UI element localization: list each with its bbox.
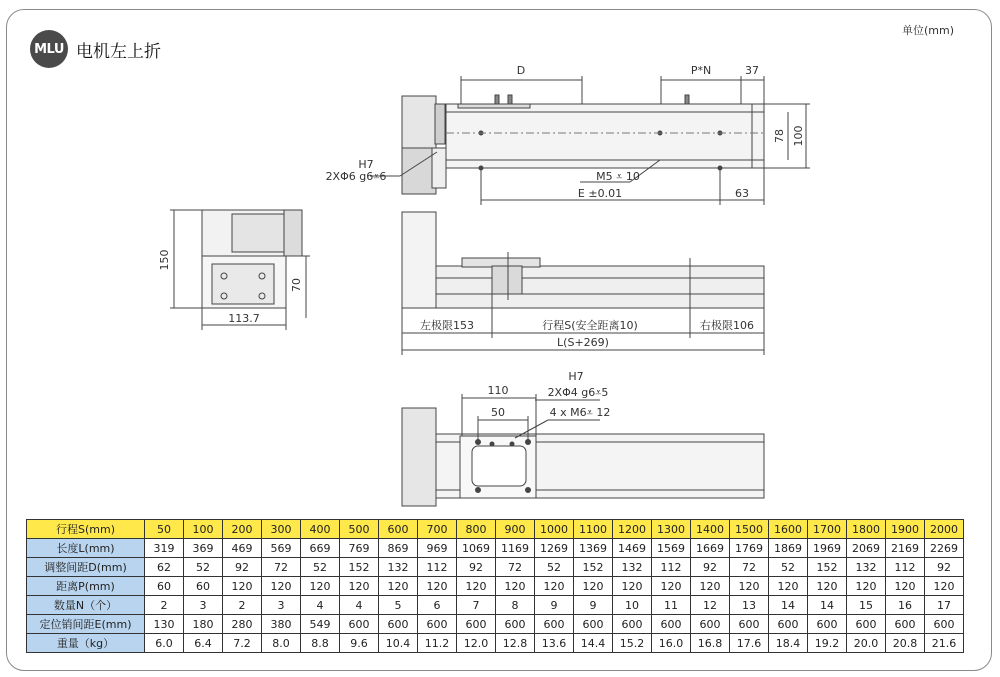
table-cell: 120 xyxy=(496,577,535,596)
table-cell: 100 xyxy=(184,520,223,539)
table-cell: 7.2 xyxy=(223,634,262,653)
table-cell: 600 xyxy=(496,615,535,634)
h7-label: H7 xyxy=(358,158,374,171)
table-cell: 15.2 xyxy=(613,634,652,653)
table-cell: 2 xyxy=(145,596,184,615)
m5-spec: M5 ⩡ 10 xyxy=(596,170,640,183)
table-cell: 16.8 xyxy=(691,634,730,653)
table-cell: 120 xyxy=(535,577,574,596)
table-cell: 132 xyxy=(613,558,652,577)
table-cell: 120 xyxy=(613,577,652,596)
table-cell: 120 xyxy=(301,577,340,596)
table-cell: 52 xyxy=(535,558,574,577)
dim-70: 70 xyxy=(290,278,303,292)
table-cell: 600 xyxy=(847,615,886,634)
table-cell: 12.0 xyxy=(457,634,496,653)
table-cell: 200 xyxy=(223,520,262,539)
table-cell: 800 xyxy=(457,520,496,539)
table-cell: 16.0 xyxy=(652,634,691,653)
table-cell: 9 xyxy=(535,596,574,615)
table-cell: 1469 xyxy=(613,539,652,558)
table-cell: 17.6 xyxy=(730,634,769,653)
table-cell: 1069 xyxy=(457,539,496,558)
row-header: 长度L(mm) xyxy=(27,539,145,558)
table-cell: 11 xyxy=(652,596,691,615)
row-header: 数量N（个） xyxy=(27,596,145,615)
table-cell: 600 xyxy=(379,520,418,539)
table-cell: 10.4 xyxy=(379,634,418,653)
table-cell: 1969 xyxy=(808,539,847,558)
dim-50: 50 xyxy=(491,406,505,419)
table-cell: 280 xyxy=(223,615,262,634)
table-cell: 600 xyxy=(457,615,496,634)
table-cell: 700 xyxy=(418,520,457,539)
dim-110: 110 xyxy=(487,384,509,397)
table-cell: 152 xyxy=(808,558,847,577)
table-cell: 500 xyxy=(340,520,379,539)
table-cell: 16 xyxy=(886,596,925,615)
table-cell: 2000 xyxy=(925,520,964,539)
table-cell: 569 xyxy=(262,539,301,558)
table-cell: 1600 xyxy=(769,520,808,539)
table-cell: 1800 xyxy=(847,520,886,539)
table-cell: 92 xyxy=(223,558,262,577)
table-cell: 120 xyxy=(691,577,730,596)
table-cell: 1869 xyxy=(769,539,808,558)
table-cell: 12 xyxy=(691,596,730,615)
table-cell: 52 xyxy=(184,558,223,577)
table-cell: 600 xyxy=(535,615,574,634)
table-cell: 60 xyxy=(184,577,223,596)
table-cell: 12.8 xyxy=(496,634,535,653)
table-cell: 18.4 xyxy=(769,634,808,653)
dim-63: 63 xyxy=(735,187,749,200)
table-cell: 120 xyxy=(262,577,301,596)
table-cell: 319 xyxy=(145,539,184,558)
table-cell: 130 xyxy=(145,615,184,634)
table-cell: 7 xyxy=(457,596,496,615)
table-row xyxy=(27,596,964,615)
pin-spec-2: 2XΦ4 g6⩡5 xyxy=(547,386,609,399)
table-cell: 15 xyxy=(847,596,886,615)
table-cell: 152 xyxy=(340,558,379,577)
table-cell: 112 xyxy=(886,558,925,577)
table-cell: 120 xyxy=(340,577,379,596)
table-cell: 6.4 xyxy=(184,634,223,653)
table-cell: 20.0 xyxy=(847,634,886,653)
table-cell: 1500 xyxy=(730,520,769,539)
table-cell: 1169 xyxy=(496,539,535,558)
table-cell: 5 xyxy=(379,596,418,615)
table-cell: 120 xyxy=(769,577,808,596)
dim-d: D xyxy=(516,64,526,77)
table-cell: 120 xyxy=(847,577,886,596)
dim-e: E ±0.01 xyxy=(577,187,623,200)
table-cell: 400 xyxy=(301,520,340,539)
top-body xyxy=(446,104,764,168)
table-cell: 92 xyxy=(457,558,496,577)
table-cell: 1769 xyxy=(730,539,769,558)
table-cell: 120 xyxy=(886,577,925,596)
table-cell: 10 xyxy=(613,596,652,615)
table-row xyxy=(27,520,964,539)
table-cell: 549 xyxy=(301,615,340,634)
table-cell: 600 xyxy=(652,615,691,634)
table-cell: 1700 xyxy=(808,520,847,539)
table-cell: 2069 xyxy=(847,539,886,558)
table-cell: 2169 xyxy=(886,539,925,558)
table-cell: 369 xyxy=(184,539,223,558)
table-cell: 92 xyxy=(925,558,964,577)
table-cell: 900 xyxy=(496,520,535,539)
table-cell: 4 xyxy=(340,596,379,615)
m6-spec: 4 x M6⩡ 12 xyxy=(549,406,611,419)
table-cell: 600 xyxy=(769,615,808,634)
page-title: 电机左上折 xyxy=(76,42,161,62)
table-cell: 4 xyxy=(301,596,340,615)
table-cell: 20.8 xyxy=(886,634,925,653)
table-cell: 72 xyxy=(730,558,769,577)
table-cell: 600 xyxy=(808,615,847,634)
table-cell: 112 xyxy=(652,558,691,577)
model-badge: MLU xyxy=(30,30,68,68)
table-cell: 21.6 xyxy=(925,634,964,653)
table-cell: 11.2 xyxy=(418,634,457,653)
table-cell: 14 xyxy=(808,596,847,615)
table-cell: 6 xyxy=(418,596,457,615)
table-cell: 600 xyxy=(418,615,457,634)
dim-100: 100 xyxy=(792,125,805,147)
table-cell: 669 xyxy=(301,539,340,558)
table-cell: 14 xyxy=(769,596,808,615)
row-header: 重量（kg） xyxy=(27,634,145,653)
table-cell: 72 xyxy=(262,558,301,577)
table-cell: 14.4 xyxy=(574,634,613,653)
table-cell: 72 xyxy=(496,558,535,577)
table-cell: 152 xyxy=(574,558,613,577)
table-cell: 300 xyxy=(262,520,301,539)
row-header: 调整间距D(mm) xyxy=(27,558,145,577)
table-row xyxy=(27,539,964,558)
table-cell: 469 xyxy=(223,539,262,558)
table-cell: 52 xyxy=(769,558,808,577)
table-cell: 50 xyxy=(145,520,184,539)
dim-150: 150 xyxy=(158,249,171,271)
table-cell: 120 xyxy=(808,577,847,596)
table-cell: 1569 xyxy=(652,539,691,558)
table-cell: 1300 xyxy=(652,520,691,539)
table-cell: 8 xyxy=(496,596,535,615)
table-cell: 600 xyxy=(574,615,613,634)
table-cell: 600 xyxy=(730,615,769,634)
table-cell: 1669 xyxy=(691,539,730,558)
side-view xyxy=(402,212,764,355)
table-cell: 1100 xyxy=(574,520,613,539)
carriage-view-labels xyxy=(488,370,611,419)
table-cell: 120 xyxy=(730,577,769,596)
carriage-motor xyxy=(402,408,436,506)
row-header: 距离P(mm) xyxy=(27,577,145,596)
top-view xyxy=(370,76,810,205)
dim-37: 37 xyxy=(745,64,759,77)
table-cell: 1369 xyxy=(574,539,613,558)
table-cell: 1900 xyxy=(886,520,925,539)
table-cell: 1000 xyxy=(535,520,574,539)
table-cell: 600 xyxy=(886,615,925,634)
table-cell: 120 xyxy=(418,577,457,596)
row-header: 定位销间距E(mm) xyxy=(27,615,145,634)
spec-table xyxy=(26,519,964,653)
table-cell: 600 xyxy=(379,615,418,634)
table-cell: 120 xyxy=(652,577,691,596)
table-cell: 13 xyxy=(730,596,769,615)
table-cell: 52 xyxy=(301,558,340,577)
table-cell: 6.0 xyxy=(145,634,184,653)
table-cell: 8.8 xyxy=(301,634,340,653)
table-cell: 380 xyxy=(262,615,301,634)
table-row xyxy=(27,558,964,577)
right-limit: 右极限106 xyxy=(700,319,754,332)
table-cell: 3 xyxy=(262,596,301,615)
table-cell: 92 xyxy=(691,558,730,577)
table-cell: 600 xyxy=(340,615,379,634)
dim-pn: P*N xyxy=(690,64,712,77)
table-cell: 8.0 xyxy=(262,634,301,653)
row-header: 行程S(mm) xyxy=(27,520,145,539)
side-motor xyxy=(402,212,436,308)
pin-spec: 2XΦ6 g6⩡6 xyxy=(325,170,387,183)
h7-label-2: H7 xyxy=(568,370,584,383)
stroke-label: 行程S(安全距离10) xyxy=(542,319,638,332)
table-cell: 1400 xyxy=(691,520,730,539)
motor-block xyxy=(402,96,436,148)
table-cell: 600 xyxy=(691,615,730,634)
table-cell: 600 xyxy=(613,615,652,634)
table-cell: 869 xyxy=(379,539,418,558)
table-cell: 3 xyxy=(184,596,223,615)
table-cell: 120 xyxy=(925,577,964,596)
table-cell: 60 xyxy=(145,577,184,596)
table-row xyxy=(27,577,964,596)
table-cell: 120 xyxy=(574,577,613,596)
table-cell: 132 xyxy=(379,558,418,577)
table-cell: 17 xyxy=(925,596,964,615)
table-row xyxy=(27,634,964,653)
table-cell: 120 xyxy=(457,577,496,596)
dim-78: 78 xyxy=(773,129,786,143)
table-cell: 13.6 xyxy=(535,634,574,653)
table-cell: 112 xyxy=(418,558,457,577)
table-cell: 1269 xyxy=(535,539,574,558)
unit-label: 单位(mm) xyxy=(901,24,954,37)
table-cell: 1200 xyxy=(613,520,652,539)
table-cell: 19.2 xyxy=(808,634,847,653)
table-cell: 62 xyxy=(145,558,184,577)
dim-113-7: 113.7 xyxy=(228,312,260,325)
length-label: L(S+269) xyxy=(557,336,609,349)
table-cell: 132 xyxy=(847,558,886,577)
left-limit: 左极限153 xyxy=(420,319,474,332)
side-body xyxy=(436,266,764,308)
table-cell: 180 xyxy=(184,615,223,634)
table-cell: 2 xyxy=(223,596,262,615)
table-row xyxy=(27,615,964,634)
table-cell: 600 xyxy=(925,615,964,634)
table-cell: 769 xyxy=(340,539,379,558)
table-cell: 120 xyxy=(223,577,262,596)
table-cell: 120 xyxy=(379,577,418,596)
table-cell: 9.6 xyxy=(340,634,379,653)
table-cell: 2269 xyxy=(925,539,964,558)
table-cell: 9 xyxy=(574,596,613,615)
table-cell: 969 xyxy=(418,539,457,558)
